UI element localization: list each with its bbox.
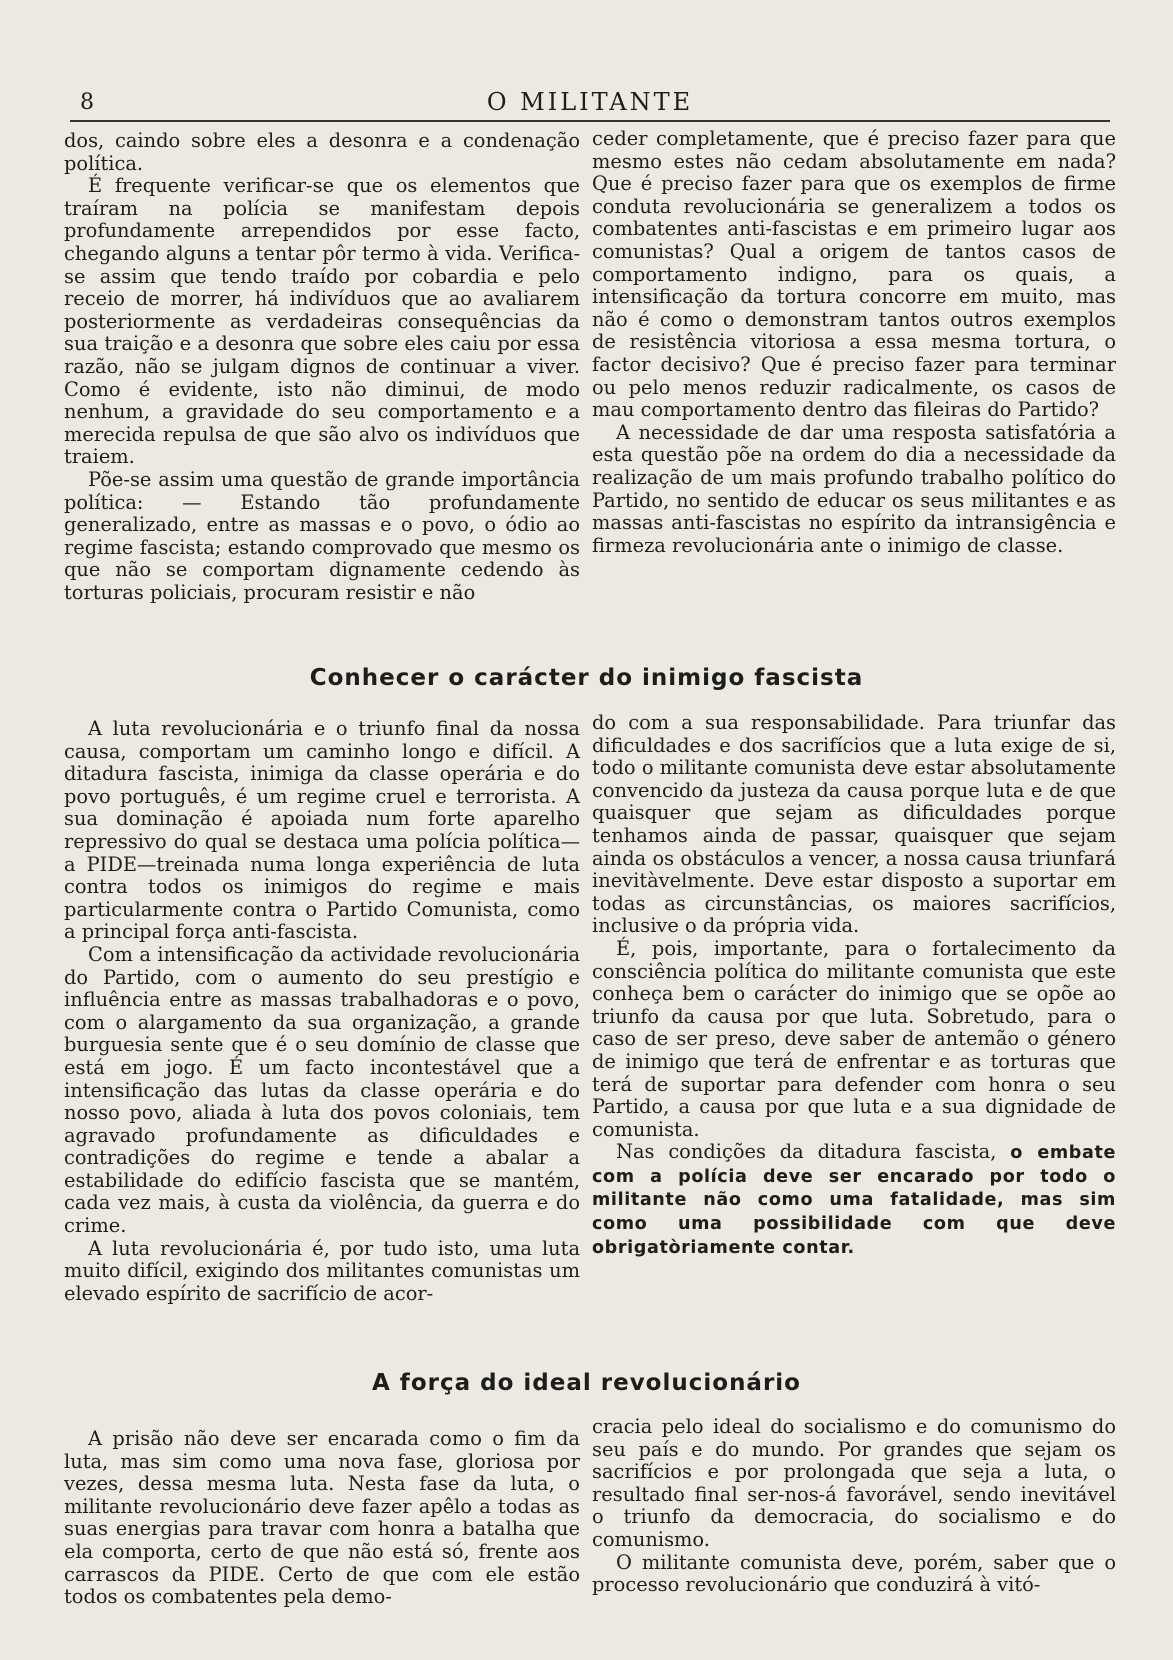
paragraph: A luta revolucionária é, por tudo isto, uma luta muito difícil, exigindo dos militantes comunistas um elevado espírito de sacrifício de acor- [64,1236,580,1305]
page-header [70,82,1110,122]
section1-left-column [64,718,580,1305]
top-right-column [592,128,1116,557]
section-heading: A força do ideal revolucionário [372,1370,801,1396]
paragraph: É frequente verificar-se que os elementos que traíram na polícia se manifestam depois profundamente arrependidos por esse facto, chegando alguns a tentar pôr termo à vida. Verifica-se assim que tendo traído por cobardia e pelo receio de morrer, há indivíduos que ao avaliarem posteriormente as verdadeiras consequências da sua traição e a desonra que sobre eles caiu por essa razão, não se julgam dignos de continuar a viver. Como é evidente, isto não diminui, de modo nenhum, a gravidade do seu comportamento e a merecida repulsa de que são alvo os indivíduos que traiem. [64,174,580,469]
paragraph: cracia pelo ideal do socialismo e do comunismo do seu país e do mundo. Por grandes que sejam os sacrifícios e por prolongada que seja a luta, o resultado final ser-nos-á favorável, sendo inevitável o triunfo da democracia, do socialismo e do comunismo. [592,1415,1116,1551]
paragraph: ceder completamente, que é preciso fazer para que mesmo estes não cedam absolutamente em nada? Que é preciso fazer para que os exemplos de firme conduta revolucionária se generalizem a todos os combatentes anti-fascistas e em primeiro lugar aos comunistas? Qual a origem de tantos casos de comportamento indigno, para os quais, a intensificação da tortura concorre em muito, mas não é como o demonstram tantos outros exemplos de resistência vitoriosa a essa mesma tortura, o factor decisivo? Que é preciso fazer para terminar ou pelo menos reduzir radicalmente, os casos de mau comportamento dentro das fileiras do Partido? [592,127,1116,422]
paragraph: A prisão não deve ser encarada como o fim da luta, mas sim como uma nova fase, gloriosa por vezes, dessa mesma luta. Nesta fase da luta, o militante revolucionário deve fazer apêlo a todas as suas energias para travar com honra a batalha que ela comporta, certo de que não está só, frente aos carrascos da PIDE. Certo de que com ele estão todos os combatentes pela demo- [64,1427,580,1609]
section-heading: Conhecer o carácter do inimigo fascista [309,665,864,691]
paragraph: A necessidade de dar uma resposta satisfatória a esta questão põe na ordem do dia a necessidade da realização de um mais profundo trabalho político do Partido, no sentido de educar os seus militantes e as massas anti-fascistas no espírito da intransigência e firmeza revolucionária ante o inimigo de classe. [592,420,1116,557]
section2-left-column [64,1428,580,1609]
section2-right-column [592,1416,1116,1597]
paragraph: do com a sua responsabilidade. Para triunfar das dificuldades e dos sacrifícios que a luta exige de si, todo o militante comunista deve estar absolutamente convencido da justeza da causa porque luta e de que quaisquer que sejam as dificuldades porque tenhamos ainda de passar, quaisquer que sejam ainda os obstáculos a vencer, a nossa causa triunfará inevitàvelmente. Deve estar disposto a suportar em todas as circunstâncias, os maiores sacrifícios, inclusive o da própria vida. [592,711,1116,938]
page-number: 8 [80,90,94,115]
paragraph: É, pois, importante, para o fortalecimento da consciência política do militante comunista que este conheça bem o carácter do inimigo que se opõe ao triunfo da causa por que luta. Sobretudo, para o caso de ser preso, deve saber de antemão o género de inimigo que terá de enfrentar e as torturas que terá de suportar para defender com honra o seu Partido, a causa por que luta e a sua dignidade de comunista. [592,936,1116,1141]
emphasized-text: o embate com a polícia deve ser encarado por todo o militante não como uma fatalidade, mas sim como uma possibilidade com que deve obrigatòriamente contar. [592,1143,1116,1258]
top-left-column [64,130,580,604]
journal-title: O MILITANTE [486,88,694,116]
paragraph: O militante comunista deve, porém, saber que o processo revolucionário que conduzirá à vitó- [592,1550,1116,1597]
section1-right-column [592,712,1116,1259]
paragraph: Com a intensificação da actividade revolucionária do Partido, com o aumento do seu prestígio e influência entre as massas trabalhadoras e o povo, com o alargamento da sua organização, a grande burguesia sente que é o seu domínio de classe que está em jogo. É um facto incontestável que a intensificação das lutas da classe operária e do nosso povo, aliada à luta dos povos coloniais, tem agravado profundamente as dificuldades e contradições do regime e tende a abalar a estabilidade do edifício fascista que se mantém, cada vez mais, à custa da violência, da guerra e do crime. [64,942,580,1238]
paragraph: A luta revolucionária e o triunfo final da nossa causa, comportam um caminho longo e difícil. A ditadura fascista, inimiga da classe operária e do povo português, é um regime cruel e terrorista. A sua dominação é apoiada num forte aparelho repressivo do qual se destaca uma polícia política—a PIDE—treinada numa longa experiência de luta contra todos os inimigos do regime e mais particularmente contra o Partido Comunista, como a principal força anti-fascista. [64,717,580,944]
paragraph-text: Nas condições da ditadura fascista, [616,1140,1011,1164]
paragraph: dos, caindo sobre eles a desonra e a condenação política. [64,129,580,175]
paragraph [592,1141,1116,1259]
paragraph: Põe-se assim uma questão de grande importância política: — Estando tão profundamente generalizado, entre as massas e o povo, o ódio ao regime fascista; estando comprovado que mesmo os que não se comportam dignamente cedendo às torturas policiais, procuram resistir e não [64,467,580,604]
